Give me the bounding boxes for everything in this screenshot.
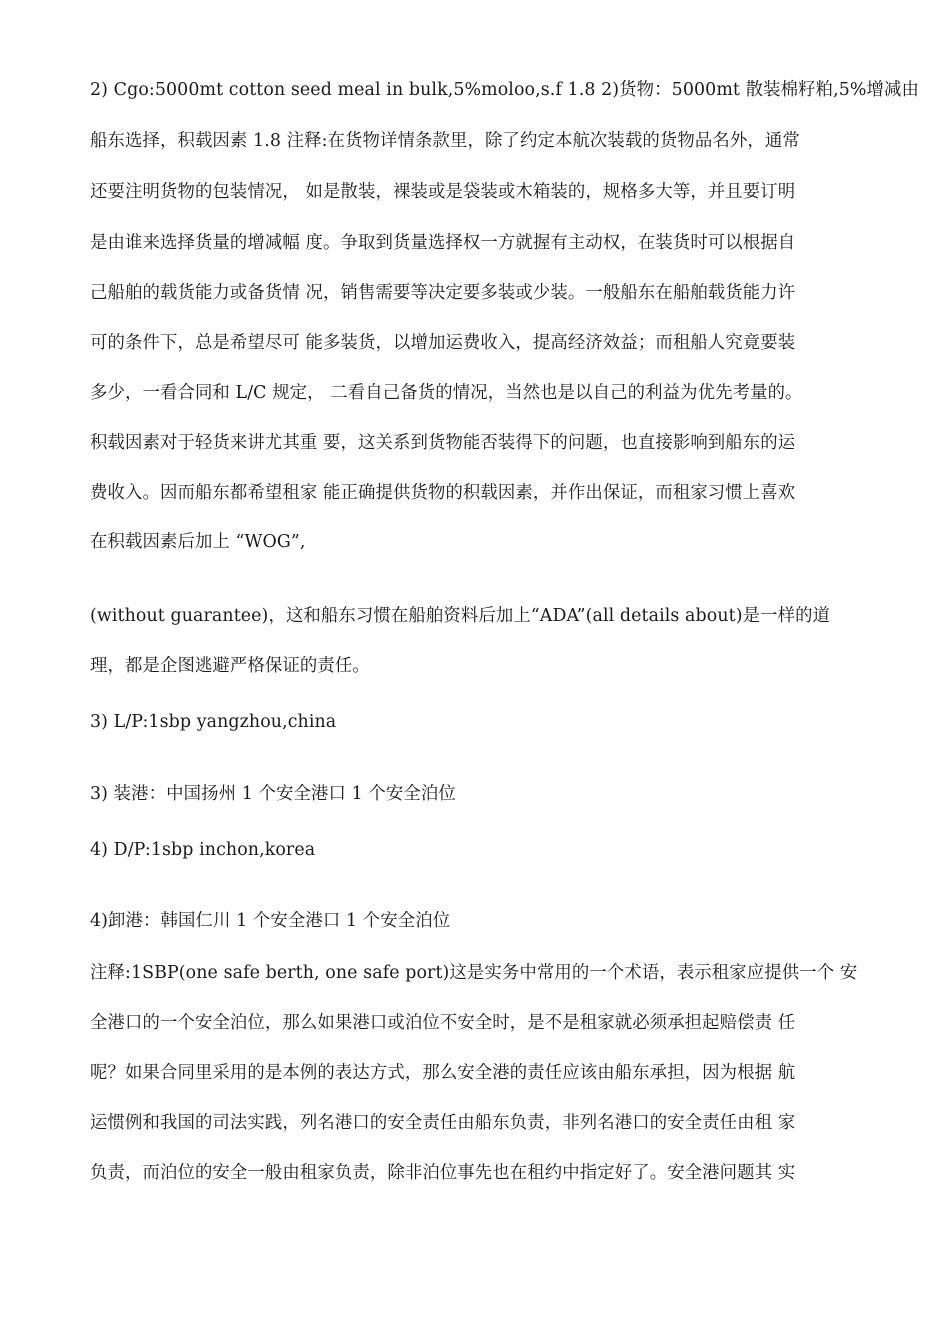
cargo-paragraph-line: 多少，一看合同和 L/C 规定， 二看自己备货的情况，当然也是以自己的利益为优先考量的。 (90, 383, 803, 403)
sbp-paragraph-line: 负责，而泊位的安全一般由租家负责，除非泊位事先也在租约中指定好了。安全港问题其 实 (90, 1163, 796, 1183)
cargo-paragraph-line: 费收入。因而船东都希望租家 能正确提供货物的积载因素，并作出保证，而租家习惯上喜欢 (90, 483, 796, 503)
cargo-paragraph-line: 船东选择，积载因素 1.8 注释:在货物详情条款里，除了约定本航次装载的货物品名外，通常 (90, 131, 800, 151)
cargo-paragraph-line: 还要注明货物的包装情况， 如是散装，裸装或是袋装或木箱装的，规格多大等，并且要订明 (90, 182, 796, 202)
loading-port-cn: 3) 装港：中国扬州 1 个安全港口 1 个安全泊位 (90, 784, 456, 804)
discharge-port-cn: 4)卸港：韩国仁川 1 个安全港口 1 个安全泊位 (90, 911, 451, 931)
cargo-paragraph-line: 可的条件下，总是希望尽可 能多装货，以增加运费收入，提高经济效益；而租船人究竟要装 (90, 333, 796, 353)
sbp-paragraph-line: 注释:1SBP(one safe berth, one safe port)这是实务中常用的一个术语，表示租家应提供一个 安 (90, 963, 858, 983)
discharge-port-en: 4) D/P:1sbp inchon,korea (90, 840, 316, 860)
sbp-paragraph-line: 全港口的一个安全泊位，那么如果港口或泊位不安全时，是不是租家就必须承担起赔偿责 任 (90, 1013, 796, 1033)
cargo-paragraph-line: 积载因素对于轻货来讲尤其重 要，这关系到货物能否装得下的问题，也直接影响到船东的运 (90, 433, 796, 453)
cargo-paragraph-line: 在积载因素后加上 “WOG”, (90, 532, 306, 552)
cargo-paragraph-line: 2) Cgo:5000mt cotton seed meal in bulk,5%moloo,s.f 1.8 2)货物：5000mt 散装棉籽粕,5%增减由 (90, 80, 919, 100)
wog-paragraph-line: (without guarantee)，这和船东习惯在船舶资料后加上“ADA”(all details about)是一样的道 (90, 606, 831, 626)
cargo-paragraph-line: 是由谁来选择货量的增减幅 度。争取到货量选择权一方就握有主动权，在装货时可以根据自 (90, 233, 796, 253)
cargo-paragraph-line: 己船舶的载货能力或备货情 况，销售需要等决定要多装或少装。一般船东在船舶载货能力许 (90, 283, 796, 303)
sbp-paragraph-line: 运惯例和我国的司法实践，列名港口的安全责任由船东负责，非列名港口的安全责任由租 家 (90, 1113, 796, 1133)
loading-port-en: 3) L/P:1sbp yangzhou,china (90, 712, 337, 732)
wog-paragraph-line: 理，都是企图逃避严格保证的责任。 (90, 656, 370, 676)
sbp-paragraph-line: 呢？如果合同里采用的是本例的表达方式，那么安全港的责任应该由船东承担，因为根据 航 (90, 1063, 796, 1083)
